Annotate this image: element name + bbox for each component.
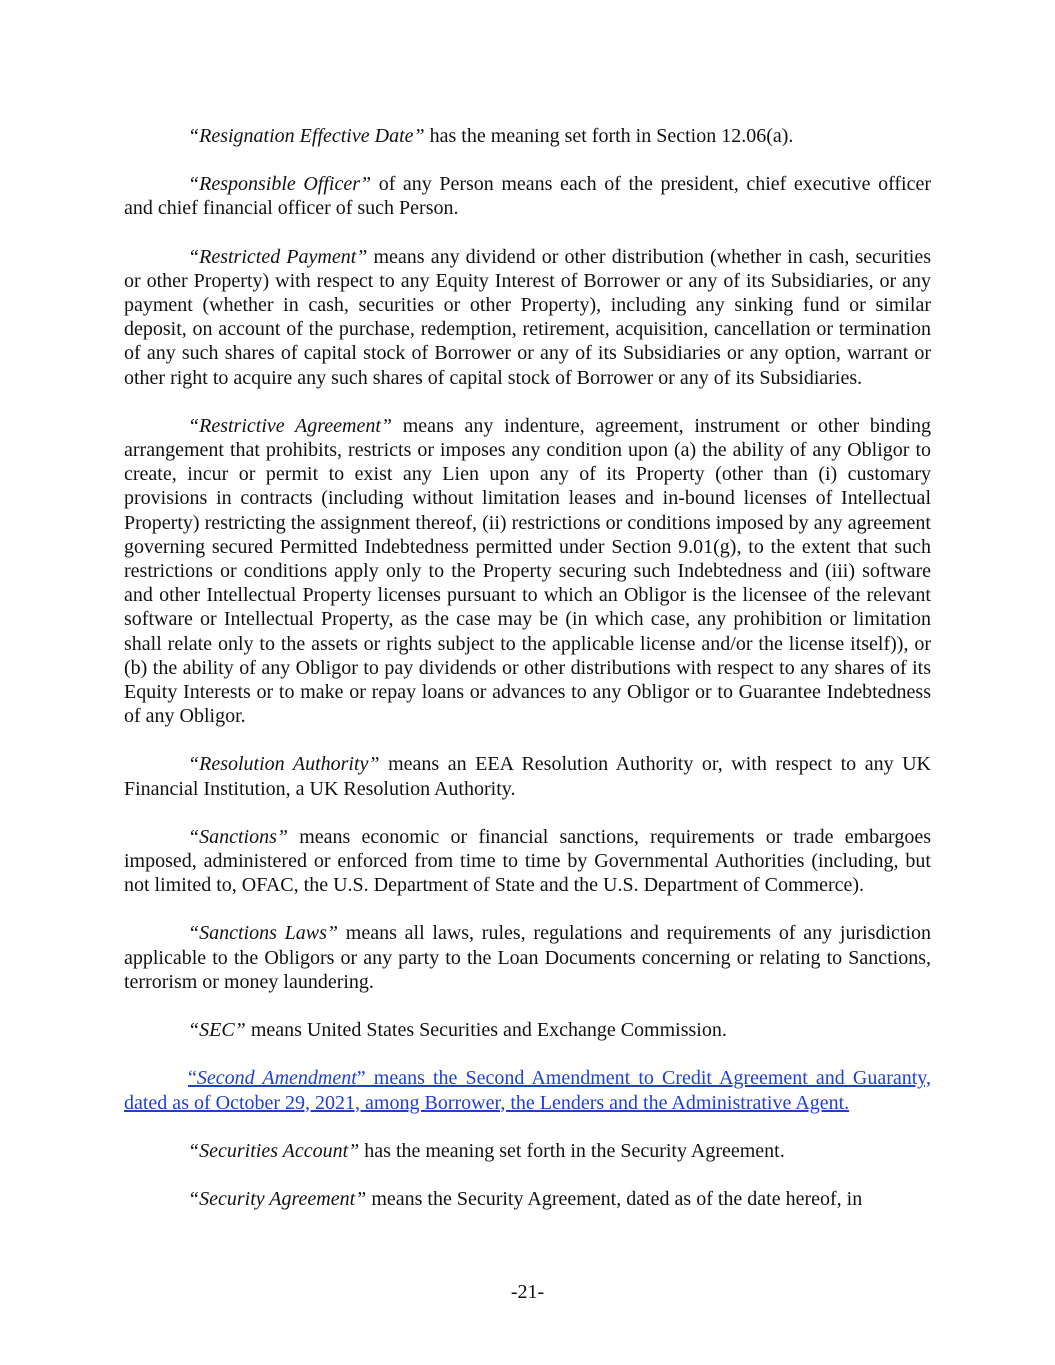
definition-sanctions-laws [124, 921, 931, 994]
defined-term: Second Amendment [196, 1067, 357, 1090]
definition-text: means the Security Agreement, dated as of the date hereof, in [366, 1187, 863, 1210]
defined-term: “SEC” [188, 1019, 246, 1042]
definition-text: has the meaning set forth in the Security Agreement. [359, 1139, 785, 1162]
definition-text: means United States Securities and Exchange Commission. [245, 1019, 727, 1042]
definition-text: means any indenture, agreement, instrument or other binding arrangement that prohibits, restricts or imposes any condition upon (a) the ability of any Obligor to create, incur or permit to exist any Lien upon any of its Property (other than (i) customary provisions in contracts (including without limitation leases and in-bound licenses of Intellectual Property) restricting the assignment thereof, (ii) restrictions or conditions imposed by any agreement governing secured Permitted Indebtedness permitted under Section 9.01(g), to the extent that such restrictions or conditions apply only to the Property securing such Indebtedness and (iii) software and other Intellectual Property licenses pursuant to which an Obligor is the licensee of the relevant software or Intellectual Property, as the case may be (in which case, any prohibition or limitation shall relate only to the assets or rights subject to the applicable license and/or the license itself)), or (b) the ability of any Obligor to pay dividends or other distributions with respect to any shares of its Equity Interests or to make or repay loans or advances to any Obligor or to Guarantee Indebtedness of any Obligor. [124, 414, 931, 728]
definition-second-amendment-inserted [124, 1066, 931, 1114]
definition-text: means an EEA Resolution Authority or, with respect to any UK Financial Institution, a UK Resolution Authority. [124, 753, 931, 800]
page-number: -21- [510, 1281, 545, 1303]
definition-text: means economic or financial sanctions, requirements or trade embargoes imposed, administered or enforced from time to time by Governmental Authorities (including, but not limited to, OFAC, the U.S. Department of State and the U.S. Department of Commerce). [124, 825, 931, 897]
defined-term: “Restrictive Agreement” [188, 414, 393, 437]
defined-term: “Restricted Payment” [188, 245, 368, 268]
defined-term: “Sanctions Laws” [188, 922, 339, 945]
open-quote: “ [188, 1067, 197, 1090]
definition-resignation-effective-date [124, 124, 931, 148]
defined-term: “Resolution Authority” [188, 753, 380, 776]
defined-term: “Securities Account” [188, 1139, 360, 1162]
defined-term: “Sanctions” [188, 825, 289, 848]
definition-responsible-officer [124, 172, 931, 220]
definitions-body [124, 124, 931, 1235]
definition-text: ” means the Second Amendment to Credit Agreement and Guaranty, dated as of October 29, 2021, among Borrower, the Lenders and the Administrative Agent. [124, 1067, 931, 1114]
definition-text: has the meaning set forth in Section 12.06(a). [424, 125, 794, 147]
defined-term: “Security Agreement” [188, 1187, 367, 1210]
definition-security-agreement [124, 1187, 931, 1211]
definition-text: means any dividend or other distribution (whether in cash, securities or other Property) with respect to any Equity Interest of Borrower or any of its Subsidiaries, or any payment (whether in cash, securities or other Property), including any sinking fund or similar deposit, on account of the purchase, redemption, retirement, acquisition, cancellation or termination of any such shares of capital stock of Borrower or any of its Subsidiaries or any option, warrant or other right to acquire any such shares of capital stock of Borrower or any of its Subsidiaries. [124, 245, 931, 389]
defined-term: “Responsible Officer” [188, 173, 372, 196]
definition-text: means all laws, rules, regulations and requirements of any jurisdiction applicable to the Obligors or any party to the Loan Documents concerning or relating to Sanctions, terrorism or money laundering. [124, 922, 931, 993]
definition-resolution-authority [124, 752, 931, 800]
definition-securities-account [124, 1139, 931, 1163]
definition-restrictive-agreement [124, 414, 931, 729]
definition-text: of any Person means each of the president, chief executive officer and chief financial officer of such Person. [124, 173, 932, 220]
definition-restricted-payment [124, 245, 931, 390]
definition-sanctions [124, 825, 931, 898]
definition-sec [124, 1018, 931, 1042]
defined-term: “Resignation Effective Date” [188, 125, 425, 147]
